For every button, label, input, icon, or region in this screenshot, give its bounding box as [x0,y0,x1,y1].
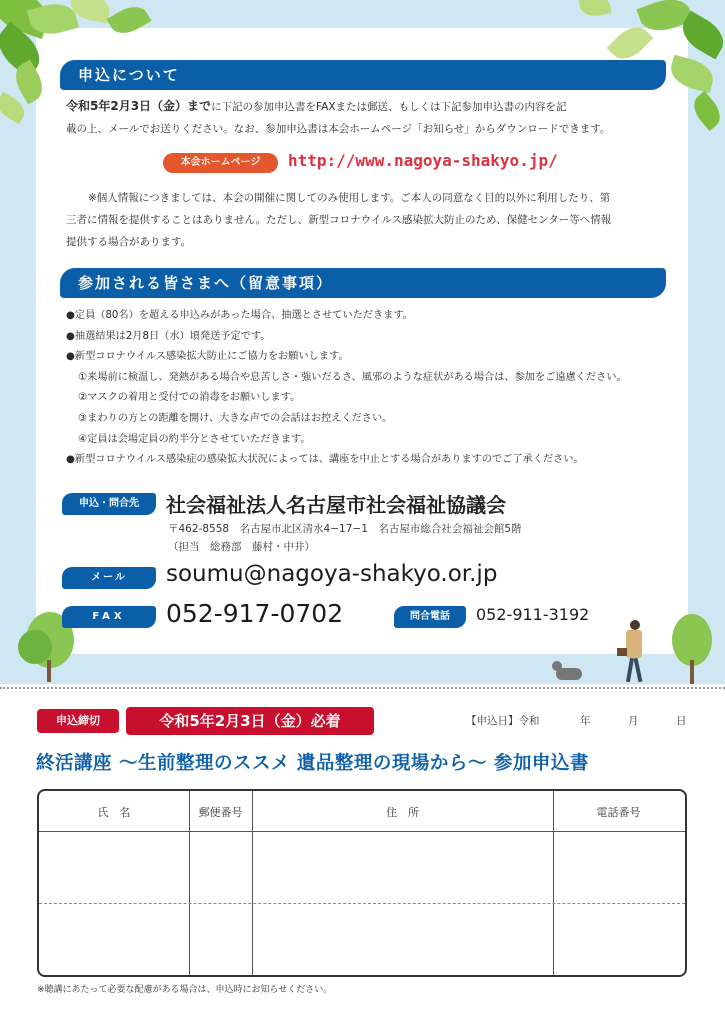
tel-number: 052-911-3192 [476,605,590,624]
address-text: 〒462-8558 名古屋市北区清水4−17−1 名古屋市総合社会福祉会館5階 [168,523,522,535]
header-postal: 郵便番号 [198,806,243,819]
date-month: 月 [628,715,639,727]
section-title-notes: 参加される皆さまへ（留意事項） [60,268,666,298]
header-name: 氏 名 [97,806,131,819]
address-field-row2[interactable] [253,904,553,974]
application-date-label: 【申込日】令和 [466,715,540,727]
staff-text: （担当 総務部 藤村・中井） [168,541,315,553]
list-item: ②マスクの着用と受付での消毒をお願いします。 [78,392,301,404]
name-field-row1[interactable] [39,832,189,903]
privacy-line2: 三者に情報を提供することはありません。ただし、新型コロナウイルス感染拡大防止のため、保健センター等へ情報 [66,214,612,226]
phone-field-row1[interactable] [554,832,684,903]
application-line2: 載の上、メールでお送りください。なお、参加申込書は本会ホームページ「お知らせ」からダウンロードできます。 [66,123,611,135]
list-item: ③まわりの方との距離を開け、大きな声での会話はお控えください。 [78,412,393,424]
deadline-text-bold: 令和5年2月3日（金）まで [66,99,212,113]
date-day: 日 [676,715,687,727]
list-item: ●新型コロナウイルス感染症の感染拡大状況によっては、講座を中止とする場合がありますのでご了承ください。 [66,454,584,466]
list-item: ④定員は会場定員の約半分とさせていただきます。 [78,433,311,445]
list-item: ●抽選結果は2月8日（水）頃発送予定です。 [66,330,271,342]
privacy-paragraph [66,187,676,253]
tel-label: 問合電話 [394,606,466,628]
homepage-label: 本会ホームページ [163,153,278,173]
organization-address [168,520,522,556]
fax-label: FAX [62,606,156,628]
deadline-label: 申込締切 [37,709,119,733]
list-item: ●定員（80名）を超える申込みがあった場合、抽選とさせていただきます。 [66,310,413,321]
name-field-row2[interactable] [39,904,189,974]
organization-name: 社会福祉法人名古屋市社会福祉協議会 [166,493,506,517]
fax-number: 052-917-0702 [166,599,344,628]
cut-line [0,687,725,689]
contact-label: 申込・問合先 [62,493,156,515]
mail-label: メール [62,567,156,589]
homepage-link[interactable]: http://www.nagoya-shakyo.jp/ [288,151,558,170]
privacy-line3: 提供する場合があります。 [66,236,192,248]
date-year: 年 [580,715,591,727]
header-phone: 電話番号 [596,806,641,819]
application-form-table [37,789,687,977]
postal-field-row2[interactable] [190,904,252,974]
form-title: 終活講座 ～生前整理のススメ 遺品整理の現場から～ 参加申込書 [36,753,589,774]
application-line1: に下記の参加申込書をFAXまたは郵送、もしくは下記参加申込書の内容を記 [211,101,567,113]
address-field-row1[interactable] [253,832,553,903]
notes-list [66,306,676,471]
phone-field-row2[interactable] [554,904,684,974]
section-title-application: 申込について [60,60,666,90]
list-item: ●新型コロナウイルス感染拡大防止にご協力をお願いします。 [66,351,349,363]
header-address: 住 所 [386,806,419,819]
application-paragraph [66,95,676,140]
postal-field-row1[interactable] [190,832,252,903]
deadline-date: 令和5年2月3日（金）必着 [126,707,374,735]
list-item: ①来場前に検温し、発熱がある場合や息苦しさ・強いだるさ、風邪のような症状がある場合は、参加をご遠慮ください。 [78,371,627,383]
form-footnote: ※聴講にあたって必要な配慮がある場合は、申込時にお知らせください。 [37,985,333,995]
email-address[interactable]: soumu@nagoya-shakyo.or.jp [166,561,498,587]
privacy-line1: ※個人情報につきましては、本会の開催に関してのみ使用します。ご本人の同意なく目的以外に利用したり、第 [88,192,611,204]
